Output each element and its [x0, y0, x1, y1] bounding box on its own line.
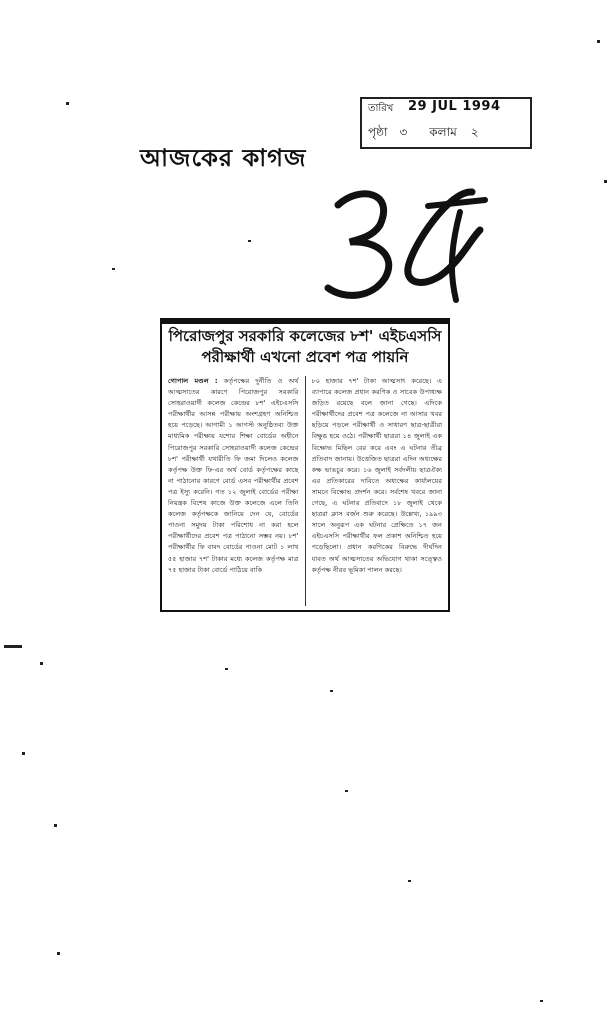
column-1-text: কর্তৃপক্ষের দুর্নীতি ও অর্থ আত্মসাতের কারণে পিরোজপুর সরকারি সোহরাওয়ার্দী কলেজ কেন্দ্রের ৮শ' এইচএসসি পরীক্ষার্থীর আসন্ন পরীক্ষায় অংশগ্রহণ অনিশ্চিত হয়ে পড়েছে। আগামী ১ আগস্ট অনুষ্ঠিতব্য উক্ত মাধ্যমিক পরীক্ষায় যশোর শিক্ষা বোর্ডের অধীনে পিরোজপুর সরকারি সোহরাওয়ার্দী কলেজ কেন্দ্রের ৮শ' পরীক্ষার্থী যথারীতি ফি জমা দিলেও কলেজ কর্তৃপক্ষ উক্ত ফি-এর অর্থ বোর্ড কর্তৃপক্ষের কাছে না পাঠানোর কারণে বোর্ড এসব পরীক্ষার্থীর প্রবেশ পত্র ইস্যু করেনি। গত ১২ জুলাই বোর্ডের পরীক্ষা নিয়ন্ত্রক বিশেষ কাজে উক্ত কলেজে এলে তিনি কলেজ কর্তৃপক্ষকে জানিয়ে দেন যে, বোর্ডের পাওনা সমুদয় টাকা পরিশোধ না করা হলে পরীক্ষার্থীদের প্রবেশ পত্র পাঠানো সম্ভব নয়। ৮শ' পরীক্ষার্থীর ফি বাবদ বোর্ডের পাওনা মোট ১ লাখ ৫৫ হাজার ৭শ' টাকার মধ্যে কলেজ কর্তৃপক্ষ মাত্র ৭৫ হাজার টাকা বোর্ডে পাঠিয়ে বাকি	[168, 377, 299, 574]
clipping-top-rule	[162, 320, 448, 324]
newspaper-name: আজকের কাগজ	[140, 144, 307, 172]
scan-speck	[540, 1000, 543, 1002]
scan-speck	[345, 790, 348, 792]
scan-speck	[22, 752, 25, 755]
scan-speck	[604, 180, 607, 183]
scan-speck	[4, 645, 22, 648]
scan-speck	[408, 880, 411, 882]
headline-line-1: পিরোজপুর সরকারি কলেজের ৮শ' এইচএসসি	[168, 327, 442, 345]
article-headline	[166, 326, 444, 368]
column-value: ২	[470, 125, 479, 139]
scan-speck	[112, 268, 115, 270]
scan-speck	[54, 824, 57, 827]
scan-speck	[57, 952, 60, 955]
page-column-row	[368, 124, 479, 144]
article-column-2	[312, 376, 443, 606]
handwritten-number-38	[300, 150, 500, 310]
article-byline: গোপাল মণ্ডল :	[168, 377, 218, 385]
scan-speck	[330, 690, 333, 692]
scan-speck	[40, 662, 43, 665]
page-value: ৩	[399, 125, 408, 139]
article-column-1	[168, 376, 299, 606]
archive-date-stamp	[360, 97, 532, 149]
column-divider	[305, 376, 306, 606]
column-label: কলাম	[429, 125, 457, 139]
page-label: পৃষ্ঠা	[368, 125, 388, 139]
newspaper-clipping	[160, 318, 450, 612]
headline-line-2: পরীক্ষার্থী এখনো প্রবেশ পত্র পায়নি	[201, 348, 409, 366]
article-body	[168, 376, 442, 606]
scan-speck	[225, 668, 228, 670]
scan-speck	[597, 40, 600, 43]
date-value: 29 JUL 1994	[408, 99, 501, 114]
scan-speck	[66, 102, 69, 105]
date-label: তারিখ	[368, 103, 394, 114]
scan-speck	[248, 240, 251, 242]
column-2-text: ৮০ হাজার ৭শ' টাকা আত্মসাৎ করেছে। এ ব্যাপারে কলেজ প্রধান করণিক ও সাবেক উপাধ্যক্ষ জড়িত রয়েছে বলে জানা গেছে। এদিকে পরীক্ষার্থীদের প্রবেশ পত্র কলেজে না আসার খবর ছড়িয়ে পড়লে পরীক্ষার্থী ও সাধারণ ছাত্র-ছাত্রীরা বিক্ষুব্ধ হয়ে ওঠে। পরীক্ষার্থী ছাত্ররা ১৪ জুলাই এক বিক্ষোভ মিছিল বের করে এবং এ ঘটনার তীব্র প্রতিবাদ জানায়। উত্তেজিত ছাত্ররা এদিন অধ্যক্ষের কক্ষ ভাঙচুর করে। ১৬ জুলাই সর্বদলীয় ছাত্রঐক্য এর প্রতিকারের দাবিতে অধ্যক্ষের কার্যালয়ের সামনে বিক্ষোভ প্রদর্শন করে। সর্বশেষ খবরে জানা গেছে, এ ঘটনার প্রতিবাদে ১৮ জুলাই থেকে ছাত্ররা ক্লাস বর্জন শুরু করেছে। উল্লেখ্য, ১৯৯৩ সালে অনুরূপ এক ঘটনার প্রেক্ষিতে ১৭ জন এইচএসসি পরীক্ষার্থীর ফল প্রকাশ অনিশ্চিত হয়ে পড়েছিলো। প্রধান করণিকের বিরুদ্ধে দীর্ঘদিন যাবত অর্থ আত্মসাতের অভিযোগ থাকা সত্ত্বেও কর্তৃপক্ষ নীরব ভূমিকা পালন করছে।	[311, 377, 442, 574]
